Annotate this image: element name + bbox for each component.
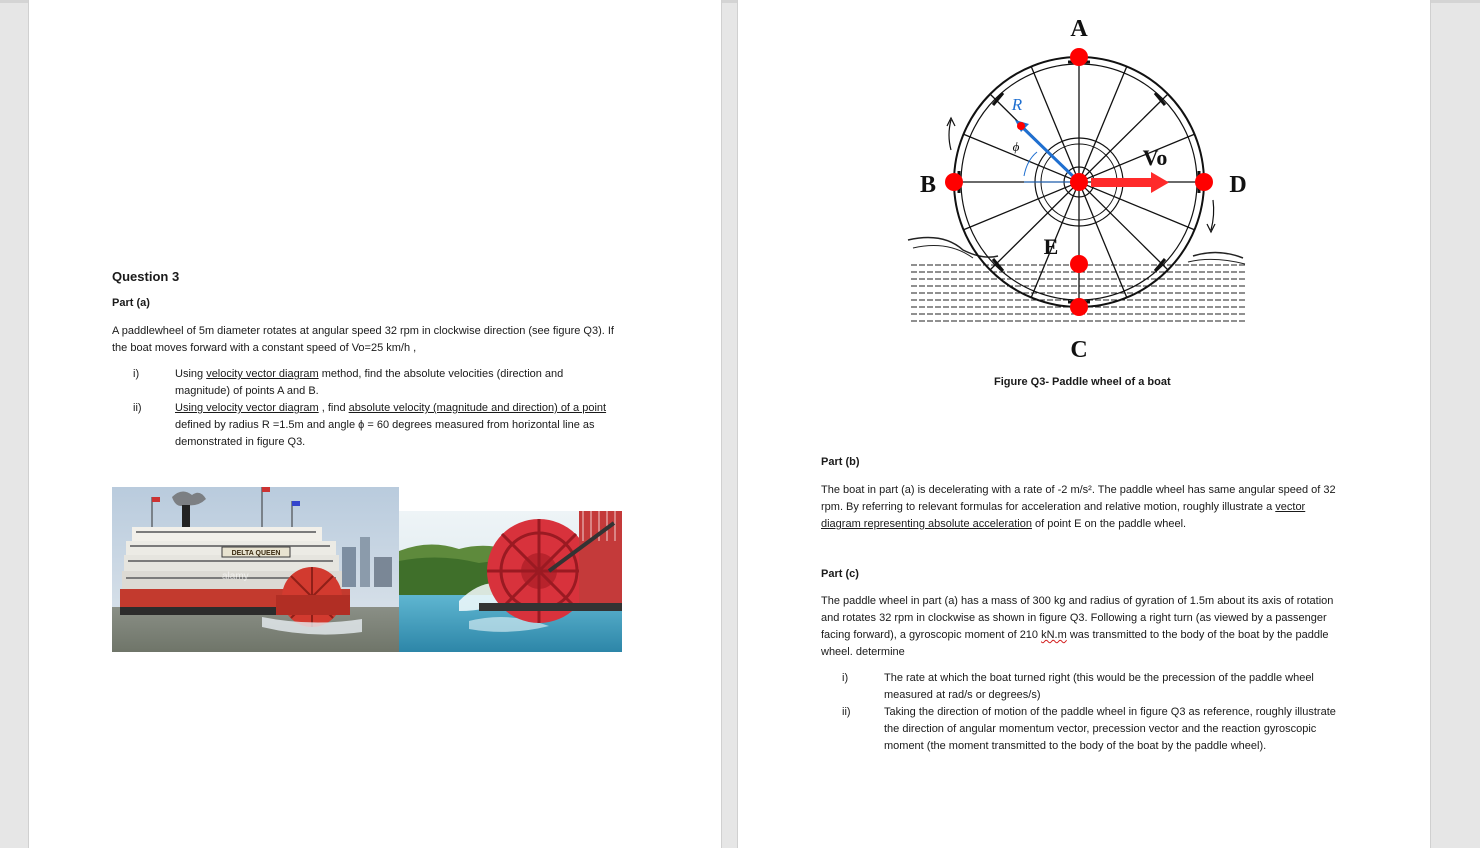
label-velocity-vo: Vo xyxy=(1142,145,1168,170)
part-c-heading: Part (c) xyxy=(821,568,859,580)
list-number: ii) xyxy=(842,706,851,718)
list-number: i) xyxy=(133,368,140,380)
figure-caption: Figure Q3- Paddle wheel of a boat xyxy=(994,376,1171,388)
label-point-c: C xyxy=(1070,337,1088,363)
part-b-heading: Part (b) xyxy=(821,456,860,468)
label-point-e: E xyxy=(1043,234,1059,259)
list-item: Using velocity vector diagram method, find the absolute velocities (direction and magnitude) of points A and B. xyxy=(175,368,564,397)
paddlewheel-photo xyxy=(399,511,622,652)
list-number: i) xyxy=(842,672,849,684)
part-a-heading: Part (a) xyxy=(112,297,150,309)
document-page-right xyxy=(738,0,1430,848)
document-page-left xyxy=(29,0,721,848)
label-angle-phi: ϕ xyxy=(1012,139,1020,154)
question-title: Question 3 xyxy=(112,269,180,284)
part-b-text: The boat in part (a) is decelerating with a rate of -2 m/s². The paddle wheel has same angular speed of 32 rpm. By referring to relevant formulas for acceleration and relative motion, roughly illustrate a vector diagram representing absolute acceleration of point E on the paddle wheel. xyxy=(821,484,1336,530)
part-c-text: The paddle wheel in part (a) has a mass of 300 kg and radius of gyration of 1.5m about its axis of rotation and rotates 32 rpm in clockwise as shown in figure Q3. Following a right turn (as viewed by a passenger facing forward), a gyroscopic moment of 210 kN.m was transmitted to the body of the boat by the paddle wheel. determine xyxy=(821,595,1334,658)
part-a-intro: A paddlewheel of 5m diameter rotates at angular speed 32 rpm in clockwise direction (see figure Q3). If the boat moves forward with a constant speed of Vo=25 km/h , xyxy=(112,325,614,354)
label-radius-r: R xyxy=(1011,95,1023,114)
paddle-wheel-figure xyxy=(903,10,1253,365)
label-point-b: B xyxy=(919,172,937,198)
list-number: ii) xyxy=(133,402,142,414)
steamboat-photo xyxy=(112,487,399,652)
label-point-a: A xyxy=(1070,16,1088,42)
underlined-term: vector diagram representing absolute acceleration xyxy=(821,501,1306,530)
list-item: Taking the direction of motion of the paddle wheel in figure Q3 as reference, roughly illustrate the direction of angular momentum vector, precession vector and the reaction gyroscopic moment (the moment transmitted to the body of the boat by the paddle wheel). xyxy=(884,706,1336,752)
list-item: The rate at which the boat turned right (this would be the precession of the paddle wheel measured at rad/s or degrees/s) xyxy=(884,672,1314,701)
underlined-term: absolute velocity (magnitude and direction) of a point xyxy=(348,402,607,414)
steamboat-illustration xyxy=(112,487,399,652)
watermark: alamy xyxy=(222,571,249,582)
underlined-term: velocity vector diagram xyxy=(206,368,319,380)
spellcheck-flag: kN.m xyxy=(1041,629,1067,641)
paddlewheel-illustration xyxy=(399,511,622,652)
list-item: Using velocity vector diagram , find absolute velocity (magnitude and direction) of a point defined by radius R =1.5m and angle ϕ = 60 degrees measured from horizontal line as demonstrated in figure Q3. xyxy=(175,402,607,448)
boat-sign: DELTA QUEEN xyxy=(231,550,281,557)
underlined-term: Using velocity vector diagram xyxy=(175,402,319,414)
label-point-d: D xyxy=(1229,172,1247,198)
